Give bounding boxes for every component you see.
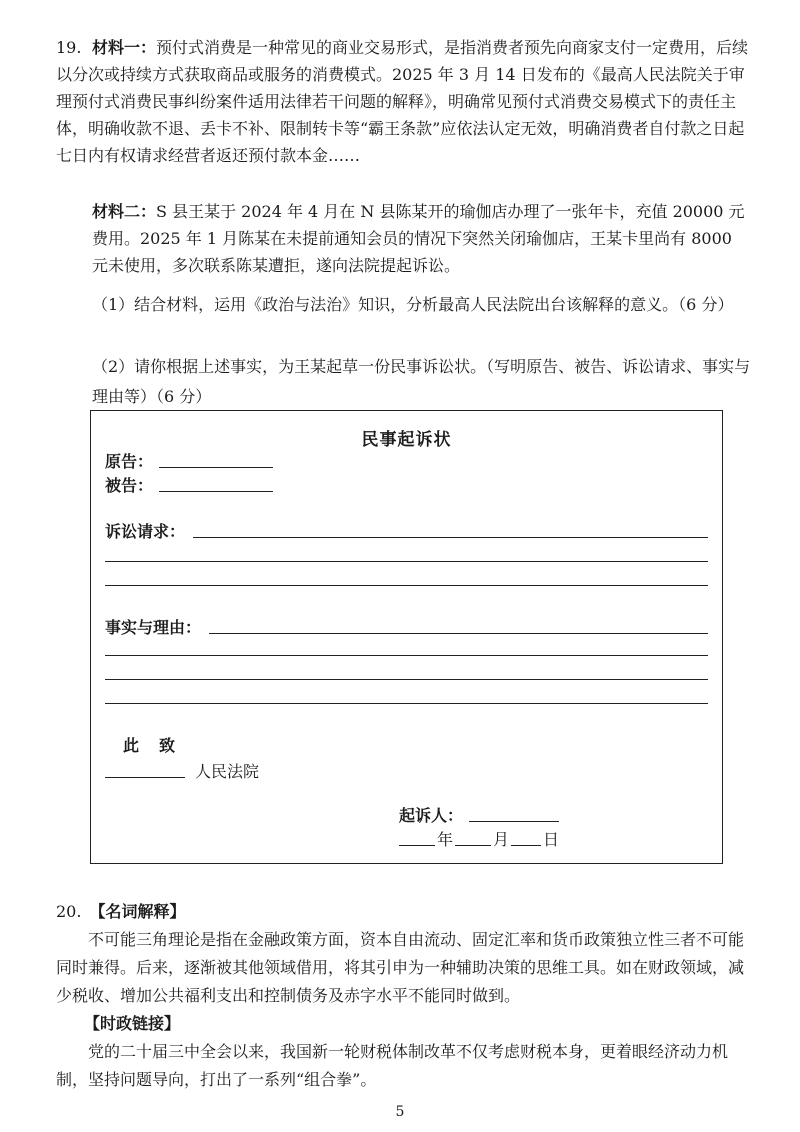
term-text: 不可能三角理论是指在金融政策方面，资本自由流动、固定汇率和货币政策独立性三者不可能同时兼得。后来，逐渐被其他领域借用，将其引申为一种辅助决策的思维工具。如在财政领域，减少税收、增加公共福利支出和控制债务及赤字水平不能同时做到。 (56, 930, 745, 1005)
term-heading: 【名词解释】 (89, 902, 186, 921)
question-number: 19. (56, 38, 82, 57)
material2-text: S 县王某于 2024 年 4 月在 N 县陈某开的瑜伽店办理了一张年卡，充值 20000 元费用。2025 年 1 月陈某在未提前通知会员的情况下突然关闭瑜伽店，王某卡里尚有 8000 元未使用，多次联系陈某遭拒，遂向法院提起诉讼。 (92, 202, 745, 275)
month-blank[interactable] (455, 845, 491, 846)
facts-line[interactable] (209, 633, 708, 634)
respect-word-2: 致 (159, 736, 176, 755)
facts-label: 事实与理由： (105, 618, 202, 637)
claims-label: 诉讼请求： (105, 522, 186, 541)
form-title: 民事起诉状 (361, 430, 452, 450)
sub-question-2: （2）请你根据上述事实，为王某起草一份民事诉讼状。（写明原告、被告、诉讼请求、事实与理由等）（6 分） (92, 357, 751, 406)
month-label: 月 (493, 830, 510, 849)
material2-label: 材料二： (92, 202, 157, 221)
facts-line[interactable] (105, 703, 708, 704)
claims-line[interactable] (105, 561, 708, 562)
plaintiff-blank[interactable] (159, 467, 273, 468)
facts-line[interactable] (105, 655, 708, 656)
plaintiff-label: 原告： (105, 452, 154, 471)
page-number: 5 (395, 1104, 405, 1120)
respect-word-1: 此 (123, 736, 140, 755)
news-heading: 【时政链接】 (84, 1014, 181, 1033)
facts-line[interactable] (105, 679, 708, 680)
question-number: 20. (56, 902, 82, 921)
defendant-blank[interactable] (159, 491, 273, 492)
q20-block (56, 898, 752, 1094)
material1-label: 材料一： (92, 38, 157, 57)
q19-material2 (92, 198, 752, 279)
material1-text: 预付式消费是一种常见的商业交易形式，是指消费者预先向商家支付一定费用，后续以分次或持续方式获取商品或服务的消费模式。2025 年 3 月 14 日发布的《最高人民法院关于审理预付式消费民事纠纷案件适用法律若干问题的解释》，明确常见预付式消费交易模式下的责任主体，明确收款不退、丢卡不补、限制转卡等“霸王条款”应依法认定无效，明确消费者自付款之日起七日内有权请求经营者返还预付款本金…… (56, 38, 749, 165)
claims-line[interactable] (105, 585, 708, 586)
claims-line[interactable] (193, 537, 708, 538)
court-label: 人民法院 (195, 762, 260, 781)
year-blank[interactable] (399, 845, 435, 846)
news-text: 党的二十届三中全会以来，我国新一轮财税体制改革不仅考虑财税本身，更着眼经济动力机制，坚持问题导向，打出了一系列“组合拳”。 (56, 1042, 729, 1089)
court-blank[interactable] (105, 777, 185, 778)
defendant-label: 被告： (105, 476, 154, 495)
q19-material1 (56, 34, 752, 169)
day-blank[interactable] (511, 845, 541, 846)
complaint-form (90, 410, 723, 864)
sub-question-1: （1）结合材料，运用《政治与法治》知识，分析最高人民法院出台该解释的意义。（6 分） (92, 295, 734, 314)
signer-blank[interactable] (469, 821, 559, 822)
day-label: 日 (543, 830, 560, 849)
signer-label: 起诉人： (399, 806, 464, 825)
year-label: 年 (437, 830, 454, 849)
